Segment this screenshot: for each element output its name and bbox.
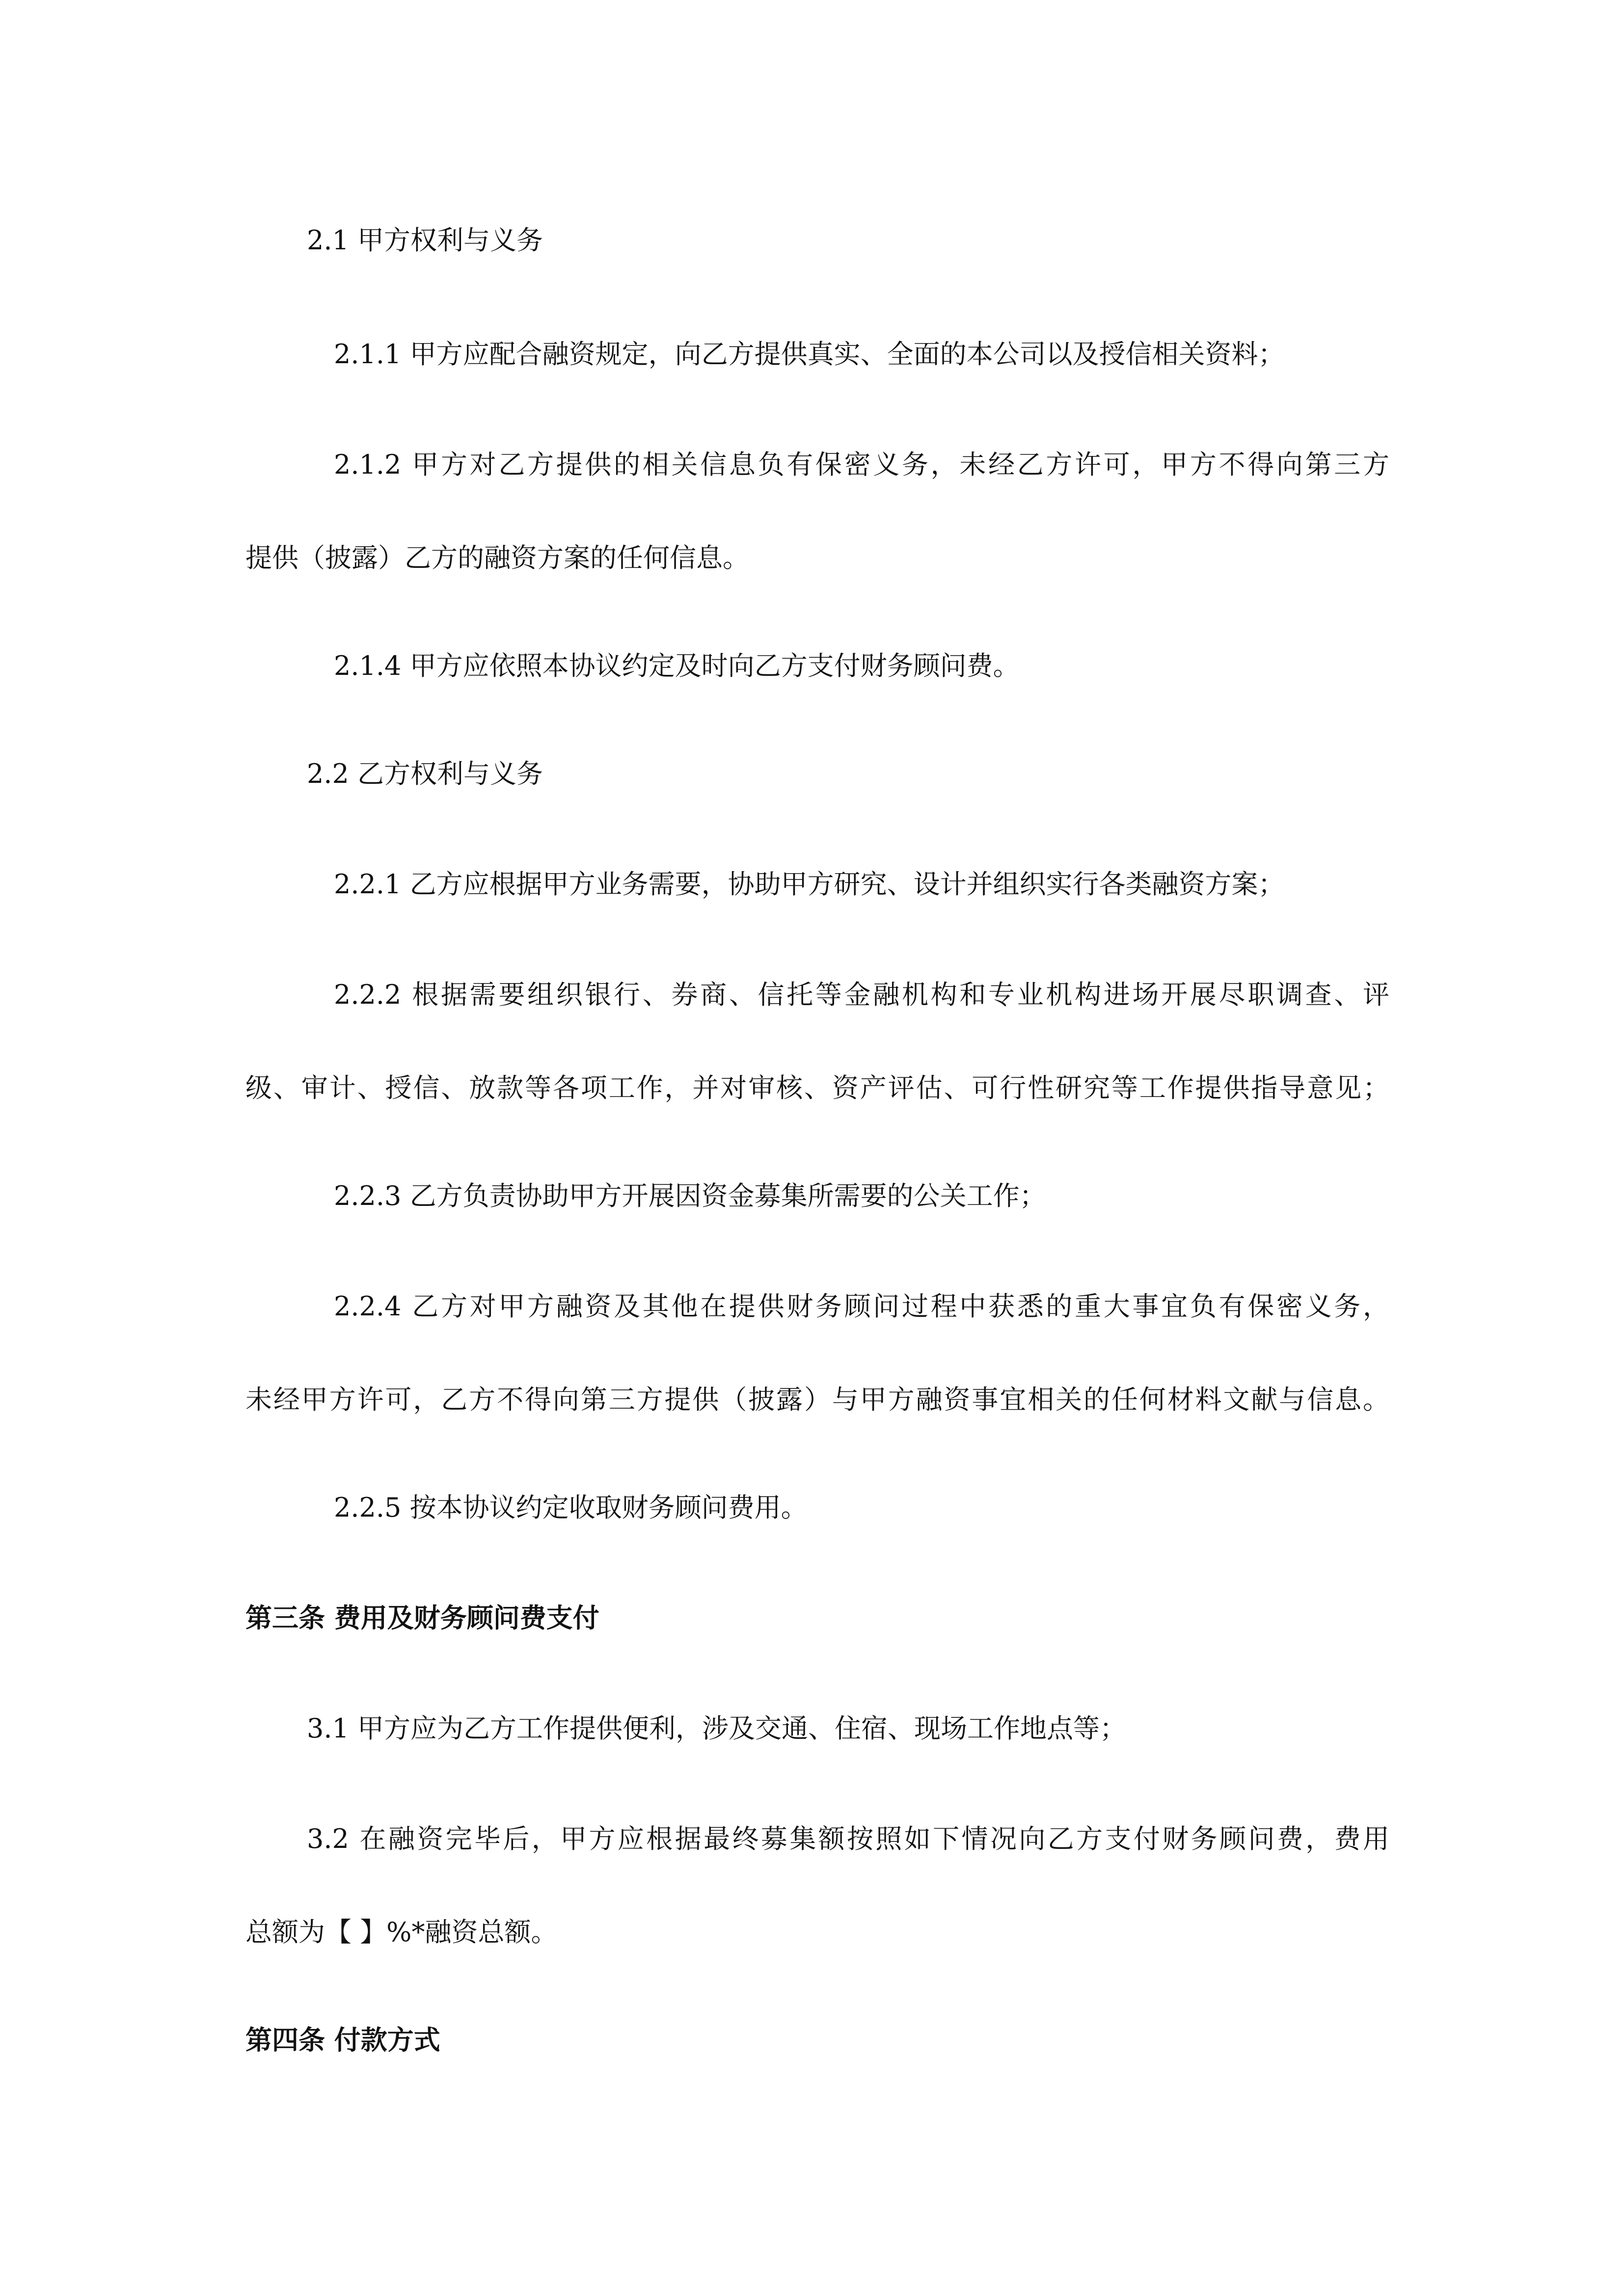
clause-2-2-1: 2.2.1 乙方应根据甲方业务需要，协助甲方研究、设计并组织实行各类融资方案； bbox=[334, 869, 1285, 900]
article-3-heading: 第三条 费用及财务顾问费支付 bbox=[245, 1602, 599, 1633]
clause-2-1-2-line-1: 2.1.2 甲方对乙方提供的相关信息负有保密义务，未经乙方许可，甲方不得向第三方 bbox=[334, 449, 1389, 480]
clause-2-1-4: 2.1.4 甲方应依照本协议约定及时向乙方支付财务顾问费。 bbox=[334, 650, 1020, 681]
clause-2-2-4-line-2: 未经甲方许可，乙方不得向第三方提供（披露）与甲方融资事宜相关的任何材料文献与信息。 bbox=[245, 1384, 1389, 1415]
clause-2-1-1: 2.1.1 甲方应配合融资规定，向乙方提供真实、全面的本公司以及授信相关资料； bbox=[334, 339, 1285, 370]
article-4-heading: 第四条 付款方式 bbox=[245, 2025, 440, 2056]
clause-2-2-heading: 2.2 乙方权利与义务 bbox=[307, 758, 543, 789]
clause-2-2-4-line-1: 2.2.4 乙方对甲方融资及其他在提供财务顾问过程中获悉的重大事宜负有保密义务， bbox=[334, 1291, 1389, 1322]
clause-2-2-2-line-2: 级、审计、授信、放款等各项工作，并对审核、资产评估、可行性研究等工作提供指导意见； bbox=[245, 1072, 1389, 1103]
clause-2-1-heading: 2.1 甲方权利与义务 bbox=[307, 225, 543, 256]
clause-2-2-5: 2.2.5 按本协议约定收取财务顾问费用。 bbox=[334, 1492, 808, 1523]
clause-3-1: 3.1 甲方应为乙方工作提供便利，涉及交通、住宿、现场工作地点等； bbox=[307, 1713, 1127, 1744]
clause-2-1-2-line-2: 提供（披露）乙方的融资方案的任何信息。 bbox=[245, 542, 749, 573]
clause-2-2-2-line-1: 2.2.2 根据需要组织银行、券商、信托等金融机构和专业机构进场开展尽职调查、评 bbox=[334, 979, 1389, 1010]
clause-3-2-line-2: 总额为【 】%*融资总额。 bbox=[245, 1917, 558, 1948]
clause-3-2-line-1: 3.2 在融资完毕后，甲方应根据最终募集额按照如下情况向乙方支付财务顾问费，费用 bbox=[307, 1823, 1389, 1854]
clause-2-2-3: 2.2.3 乙方负责协助甲方开展因资金募集所需要的公关工作； bbox=[334, 1180, 1046, 1211]
